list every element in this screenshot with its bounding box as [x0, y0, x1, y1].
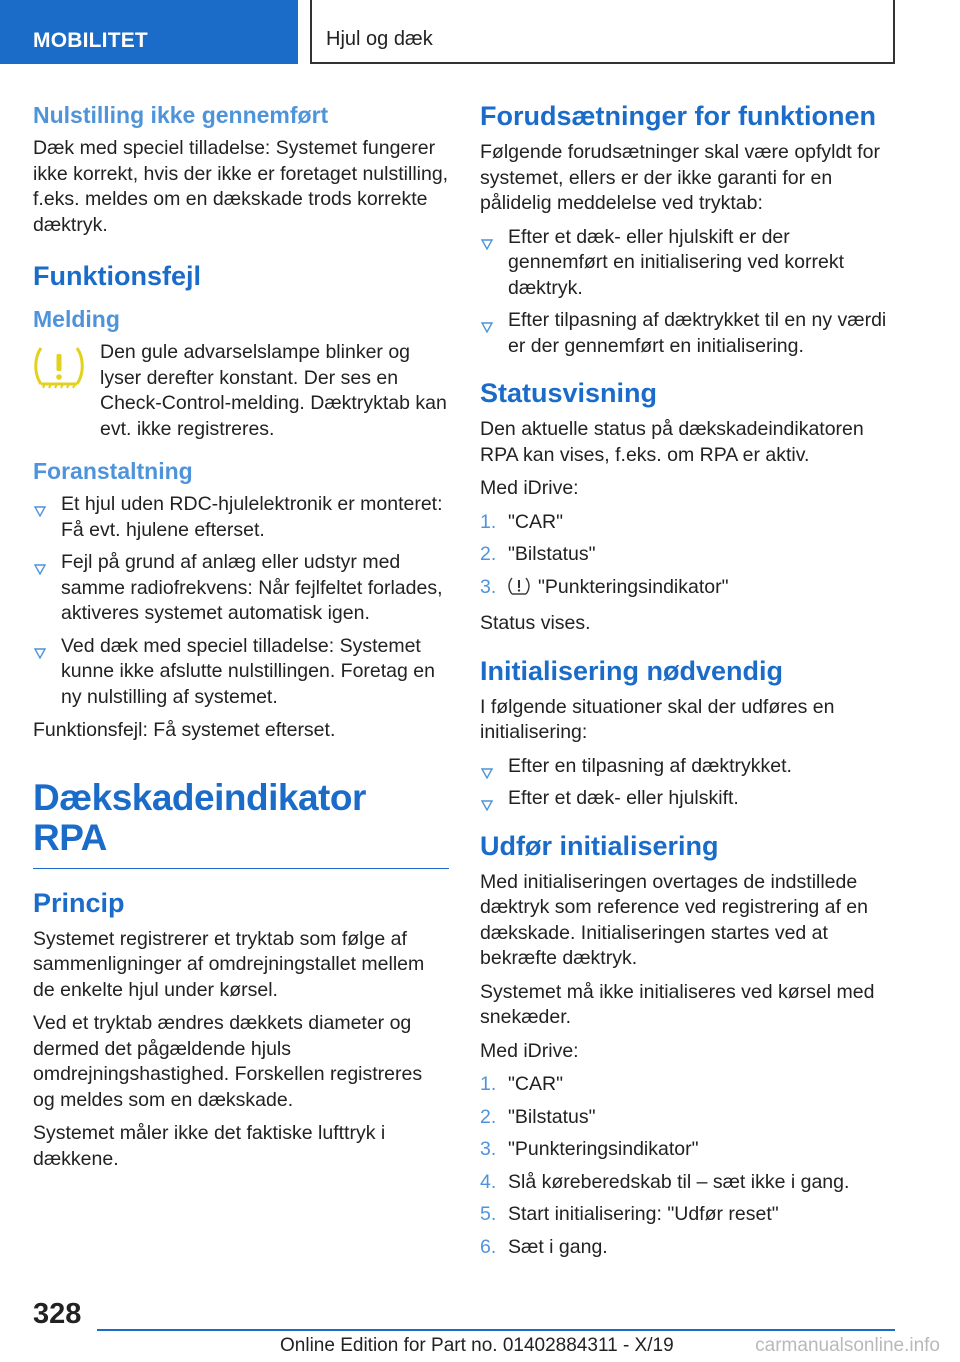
- triangle-bullet-icon: [34, 641, 46, 667]
- list-item: Efter et dæk- eller hjulskift er der gennemført en initialisering ved korrekt dæktryk.: [480, 225, 892, 302]
- footer-watermark: carmanualsonline.info: [755, 1335, 940, 1356]
- list-item: 3. "Punkteringsindikator": [480, 1138, 699, 1160]
- triangle-bullet-icon: [481, 761, 493, 787]
- foranstaltning-list: [33, 492, 449, 710]
- statusvisning-steps: [480, 510, 892, 604]
- heading-forudsaetninger: Forudsætninger for funktionen: [480, 101, 876, 131]
- right-column: [480, 100, 892, 1268]
- text-princip-3: Systemet måler ikke det faktiske lufttryk i dækkene.: [33, 1122, 386, 1170]
- heading-nulstilling: Nulstilling ikke gennemført: [33, 102, 329, 128]
- page-header-title: Hjul og dæk: [310, 0, 895, 64]
- left-column: [33, 100, 449, 1180]
- text-funktionsfejl-efterset: Funktionsfejl: Få systemet efterset.: [33, 719, 336, 741]
- heading-funktionsfejl: Funktionsfejl: [33, 261, 201, 291]
- text-statusvisning: Den aktuelle status på dækskadeindikatoren RPA kan vises, f.eks. om RPA er aktiv.: [480, 418, 864, 466]
- list-item: Ved dæk med speciel tilladelse: Systemet kunne ikke afslutte nulstillingen. Foretag en ny nulstilling af systemet.: [33, 634, 449, 711]
- text-status-vises: Status vises.: [480, 612, 591, 634]
- heading-foranstaltning: Foranstaltning: [33, 458, 193, 484]
- section-tab: MOBILITET: [0, 0, 298, 64]
- text-forudsaetninger: Følgende forudsætninger skal være opfyldt for systemet, ellers er der ikke garanti for en pålidelig meddelelse ved tryktab:: [480, 141, 880, 214]
- text-initialisering-noedvendig: I følgende situationer skal der udføres en initialisering:: [480, 695, 835, 743]
- list-item: 1. "CAR": [480, 1073, 564, 1095]
- triangle-bullet-icon: [481, 315, 493, 341]
- heading-melding: Melding: [33, 306, 120, 332]
- text-udfoer-2: Systemet må ikke initialiseres ved kørsel med snekæder.: [480, 980, 875, 1028]
- list-item: 2. "Bilstatus": [480, 543, 596, 565]
- tire-pressure-warning-icon: [33, 340, 85, 397]
- list-item: 1. "CAR": [480, 510, 564, 533]
- triangle-bullet-icon: [34, 557, 46, 583]
- page-number: 328: [33, 1298, 82, 1330]
- tire-warning-inline-icon: [508, 576, 530, 604]
- list-item: Efter en tilpasning af dæktrykket.: [480, 754, 892, 780]
- list-item: 3. "Punkteringsindikator": [480, 575, 892, 604]
- list-item: Fejl på grund af anlæg eller udstyr med samme radiofrekvens: Når fejlfeltet forlades, aktiveres systemet automatisk igen.: [33, 550, 449, 627]
- triangle-bullet-icon: [481, 793, 493, 819]
- text-princip-1: Systemet registrerer et tryktab som følge af sammenligninger af omdrejningstallet mellem de enkelte hjul under kørsel.: [33, 927, 425, 1001]
- text-melding: Den gule advarselslampe blinker og lyser derefter konstant. Der ses en Check-Control-melding. Dæktryktab kan evt. ikke registreres.: [100, 341, 447, 440]
- list-item: Efter tilpasning af dæktrykket til en ny værdi er der gennemført en initialisering.: [480, 308, 892, 359]
- main-title: Dækskadeindikator RPA: [33, 778, 449, 869]
- list-item: 4. Slå køreberedskab til – sæt ikke i gang.: [480, 1170, 850, 1193]
- footer-divider: [97, 1329, 895, 1331]
- heading-princip: Princip: [33, 887, 125, 918]
- initialisering-steps: [480, 1072, 892, 1260]
- heading-statusvisning: Statusvisning: [480, 378, 658, 408]
- heading-initialisering-noedvendig: Initialisering nødvendig: [480, 655, 784, 686]
- melding-block: [33, 340, 449, 442]
- text-idrive-1: Med iDrive:: [480, 477, 579, 499]
- triangle-bullet-icon: [34, 499, 46, 525]
- text-udfoer-1: Med initialiseringen overtages de indstillede dæktryk som reference ved registrering af en dækskade. Initialiseringen startes ved at bekræfte dæktryk.: [480, 870, 869, 969]
- triangle-bullet-icon: [481, 232, 493, 258]
- forudsaetninger-list: [480, 225, 892, 360]
- initialisering-list: [480, 754, 892, 812]
- heading-udfoer-initialisering: Udfør initialisering: [480, 830, 719, 861]
- footer-edition: Online Edition for Part no. 01402884311 - X/19: [280, 1335, 674, 1356]
- list-item: 6. Sæt i gang.: [480, 1235, 608, 1258]
- text-princip-2: Ved et tryktab ændres dækkets diameter og dermed det pågældende hjuls omdrejningshastighed. Forskellen registreres og meldes som en dækskade.: [33, 1012, 423, 1111]
- text-nulstilling: Dæk med speciel tilladelse: Systemet fungerer ikke korrekt, hvis der ikke er foretaget nulstilling, f.eks. meldes om en dækskade trods korrekte dæktryk.: [33, 137, 449, 236]
- list-item: Et hjul uden RDC-hjulelektronik er monteret: Få evt. hjulene efterset.: [33, 492, 449, 543]
- list-item: 5. Start initialisering: "Udfør reset": [480, 1203, 779, 1225]
- list-item: 2. "Bilstatus": [480, 1105, 596, 1128]
- list-item: Efter et dæk- eller hjulskift.: [480, 786, 892, 812]
- text-idrive-2: Med iDrive:: [480, 1039, 579, 1062]
